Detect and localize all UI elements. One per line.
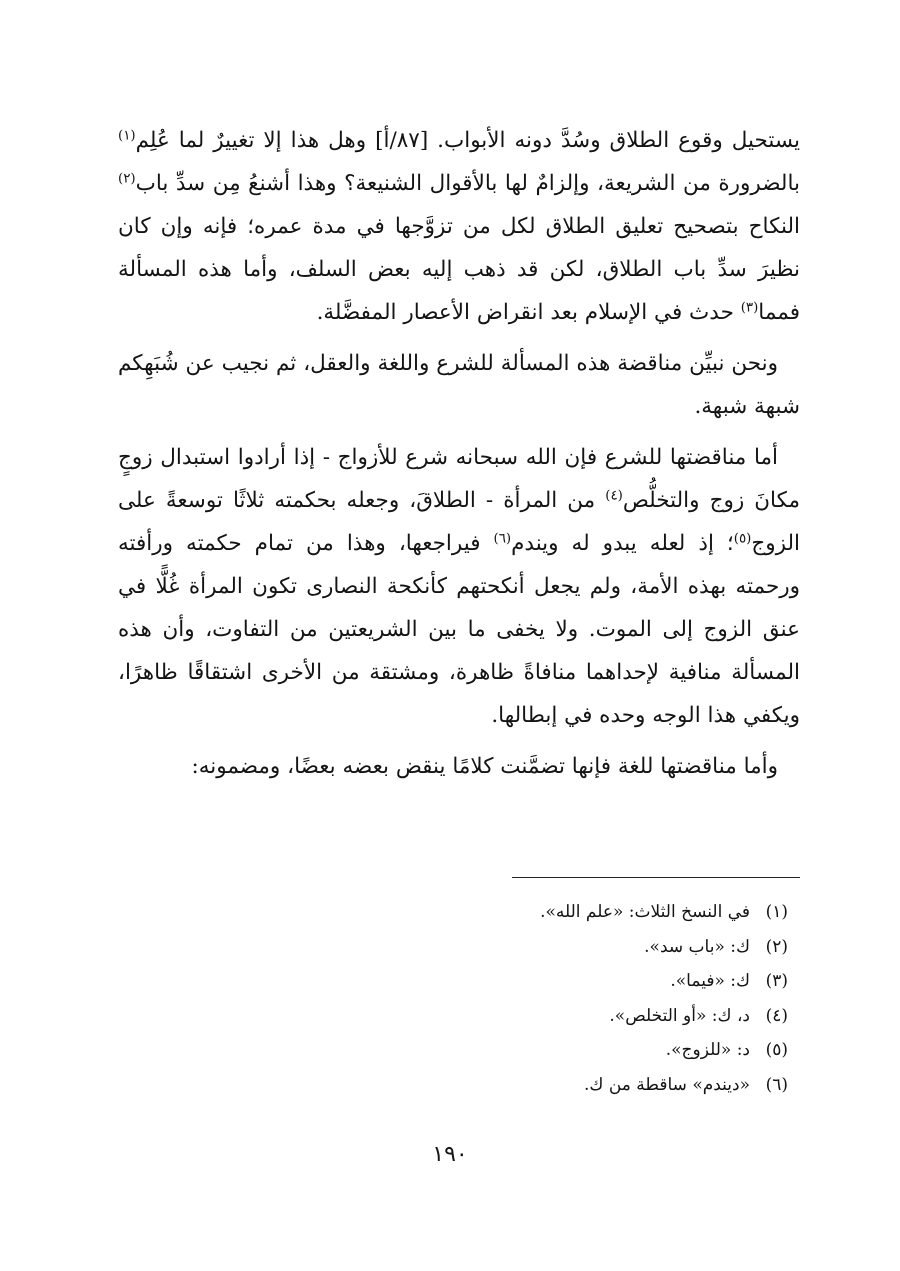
main-text xyxy=(118,119,800,796)
footnote-item xyxy=(400,999,788,1034)
footnote-text: د، ك: «أو التخلص». xyxy=(609,1005,750,1026)
segment: وأما مناقضتها للغة فإنها تضمَّنت كلامًا ينقض بعضه بعضًا، ومضمونه: xyxy=(191,754,778,779)
segment: فيراجعها، وهذا من تمام حكمته ورأفته ورحمته بهذه الأمة، ولم يجعل أنكحتهم كأنكحة النصارى تكون المرأة غُلًّا في عنق الزوج إلى الموت. ولا يخفى ما بين الشريعتين من التفاوت، وأن هذه المسألة منافية لإحداهما منافاةً ظاهرة، ومشتقة من الأخرى اشتقاقًا ظاهرًا، ويكفي هذا الوجه وحده في إبطالها. xyxy=(118,531,800,728)
page-number: ١٩٠ xyxy=(432,1142,468,1167)
footnotes xyxy=(400,895,788,1102)
footnote-text: ك: «فيما». xyxy=(670,971,750,991)
footnote-number: (٣) xyxy=(765,971,788,991)
segment: حدث في الإسلام بعد انقراض الأعصار المفضَّلة. xyxy=(316,300,741,325)
footnote-ref[interactable]: (٥) xyxy=(733,531,752,547)
footnote-number: (٥) xyxy=(765,1040,788,1060)
footnote-item xyxy=(400,1033,788,1068)
footnote-ref[interactable]: (٢) xyxy=(118,171,136,187)
segment: من المرأة - الطلاقَ، وجعله بحكمته ثلاثًا توسعةً على الزوج xyxy=(118,488,800,556)
paragraph-4 xyxy=(118,745,800,788)
footnote-ref[interactable]: (٦) xyxy=(493,531,512,547)
segment: النكاح بتصحيح تعليق الطلاق لكل من تزوَّجها في مدة عمره؛ فإنه وإن كان نظيرَ سدِّ باب الطلاق، لكن قد ذهب إليه بعض السلف، وأما هذه المسألة فمما xyxy=(118,214,800,325)
footnote-text: في النسخ الثلاث: «علم الله». xyxy=(540,902,750,922)
footnote-number: (٦) xyxy=(765,1074,788,1095)
footnote-ref[interactable]: (٣) xyxy=(740,300,759,316)
footnote-number: (١) xyxy=(765,902,788,922)
footnote-item xyxy=(400,895,788,930)
segment: أما مناقضتها للشرع فإن الله سبحانه شرع للأزواج - إذا أرادوا استبدال زوجٍ مكانَ زوج والتخلُّص xyxy=(118,445,800,513)
footnote-number: (٤) xyxy=(765,1005,788,1026)
segment: ؛ إذ لعله يبدو له ويندم xyxy=(511,531,734,556)
paragraph-1 xyxy=(118,119,800,334)
paragraph-3 xyxy=(118,436,800,737)
footnote-text: ك: «باب سد». xyxy=(644,936,750,957)
footnote-divider xyxy=(512,877,800,878)
footnote-number: (٢) xyxy=(765,936,788,957)
segment: يستحيل وقوع الطلاق وسُدَّ دونه الأبواب. [٨٧/أ] وهل هذا إلا تغييرٌ لما عُلِم xyxy=(135,128,800,153)
footnote-ref[interactable]: (١) xyxy=(118,128,136,144)
footnote-item xyxy=(400,1068,788,1103)
segment: بالضرورة من الشريعة، وإلزامٌ لها بالأقوال الشنيعة؟ وهذا أشنعُ مِن سدِّ باب xyxy=(135,171,800,196)
footnote-text: د: «للزوج». xyxy=(665,1040,750,1060)
paragraph-2 xyxy=(118,342,800,428)
footnote-item xyxy=(400,930,788,965)
footnote-item xyxy=(400,964,788,999)
footnote-ref[interactable]: (٤) xyxy=(605,488,623,504)
footnote-text: «ديندم» ساقطة من ك. xyxy=(584,1074,750,1095)
segment: ونحن نبيِّن مناقضة هذه المسألة للشرع واللغة والعقل، ثم نجيب عن شُبَهِكم شبهة شبهة. xyxy=(118,351,800,419)
